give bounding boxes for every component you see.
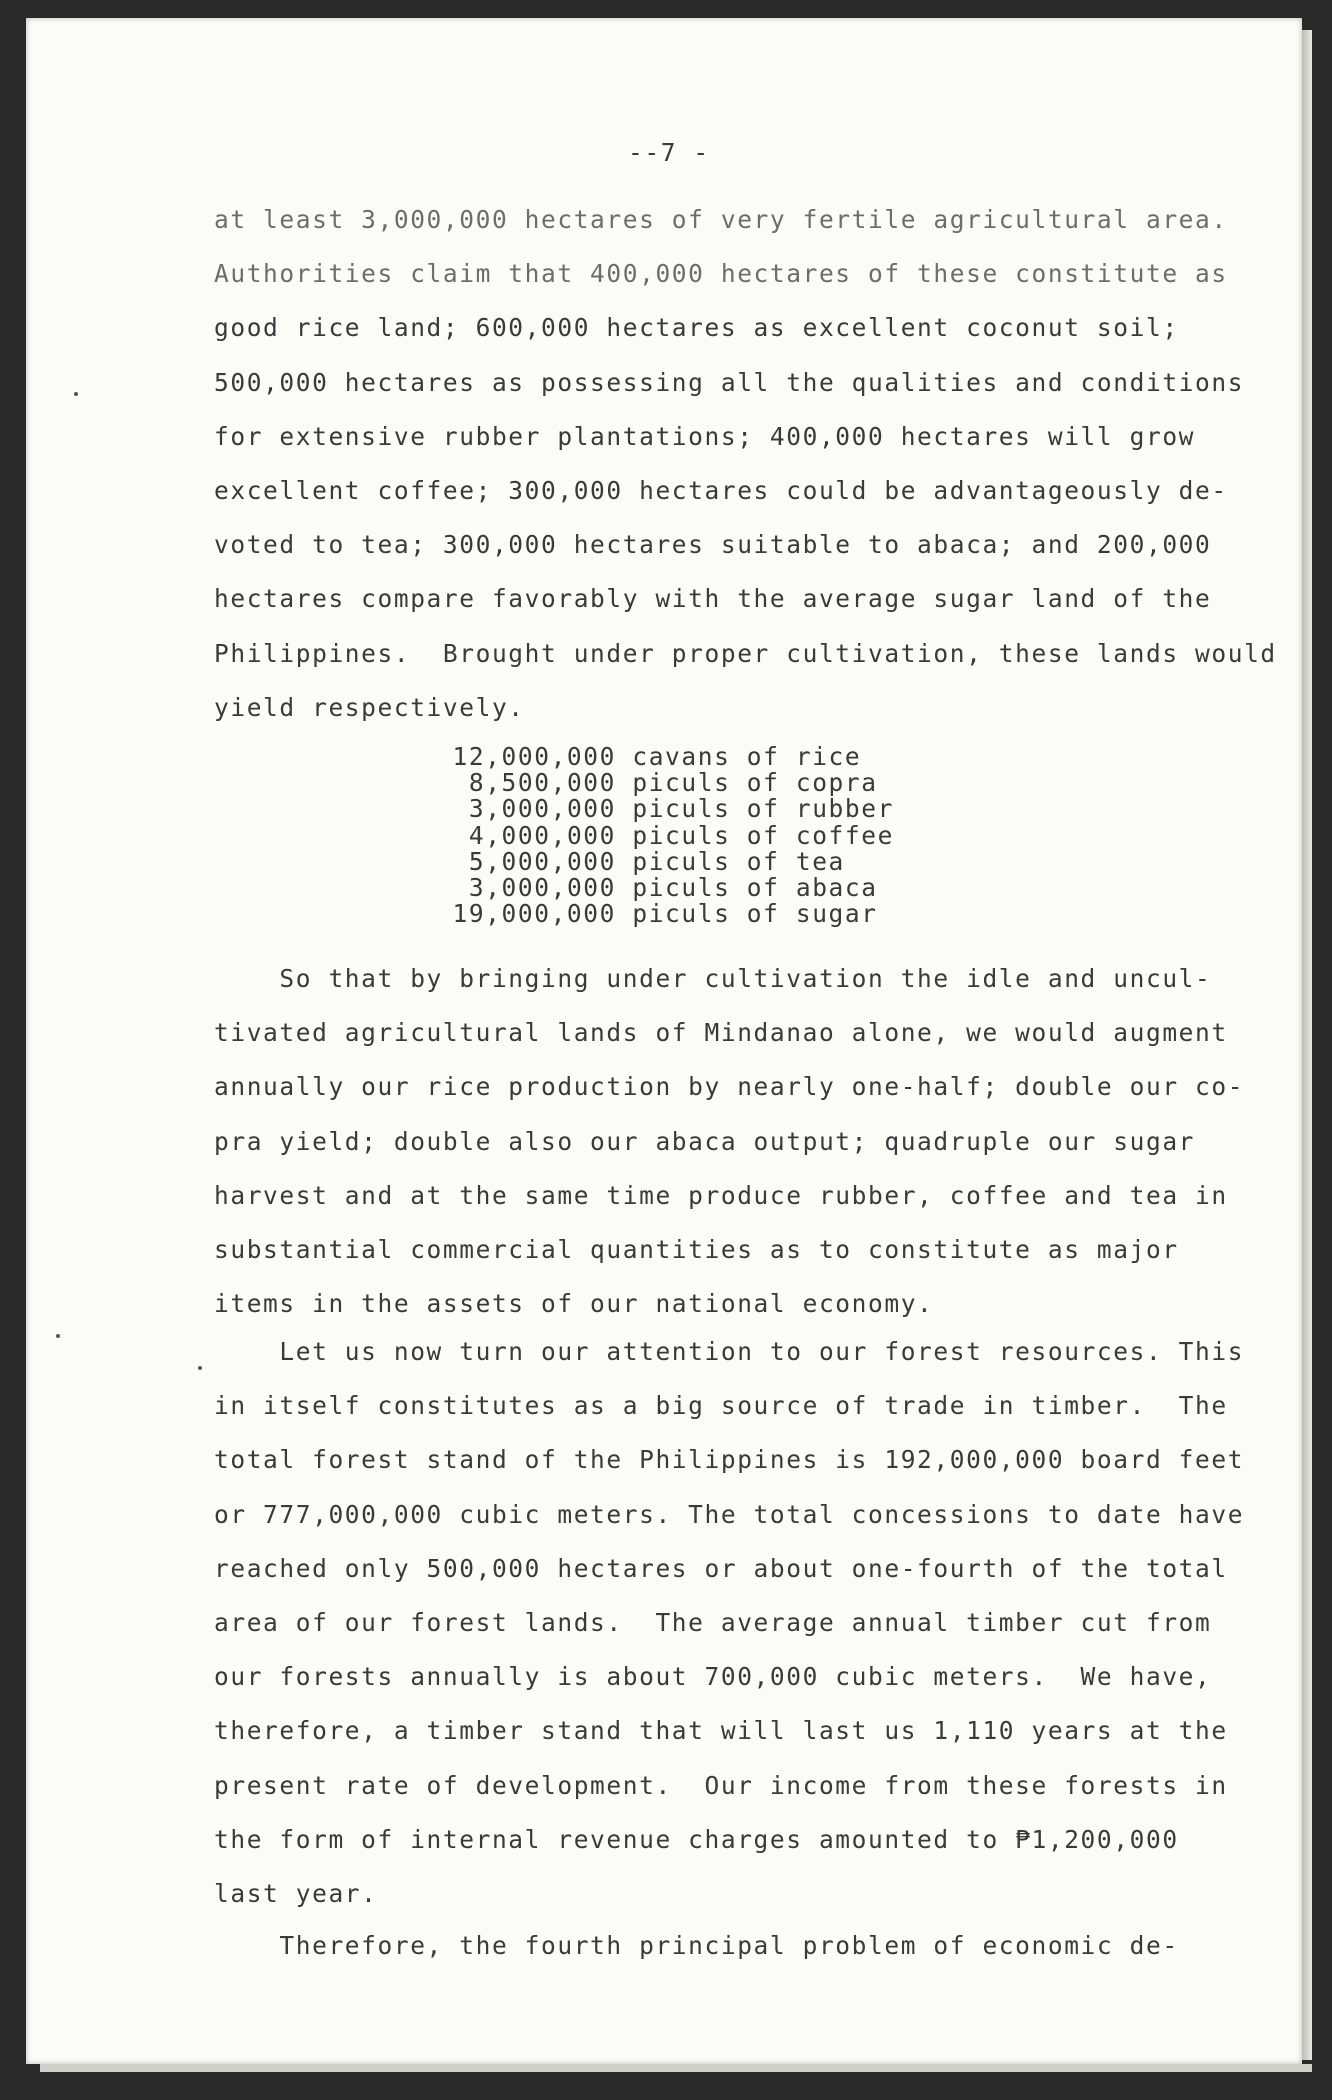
text-line: or 777,000,000 cubic meters. The total concessions to date have [214, 1499, 1245, 1529]
text-line: Let us now turn our attention to our forest resources. This [214, 1337, 1245, 1366]
text-line: at least 3,000,000 hectares of very fertile agricultural area. [214, 205, 1228, 234]
yield-amount: 12,000,000 [452, 742, 616, 771]
yield-item [452, 846, 894, 876]
yield-description: piculs of sugar [632, 899, 878, 929]
text-line: pra yield; double also our abaca output; quadruple our sugar [214, 1126, 1196, 1156]
text-line: voted to tea; 300,000 hectares suitable to abaca; and 200,000 [214, 530, 1212, 560]
yield-item [452, 901, 894, 927]
text-line: annually our rice production by nearly one-half; double our co- [214, 1072, 1245, 1102]
paragraph-mindanao [214, 952, 1244, 1331]
yield-description: piculs of rubber [632, 794, 894, 824]
text-line: yield respectively. [214, 692, 525, 722]
text-line: reached only 500,000 hectares or about one-fourth of the total [214, 1553, 1228, 1583]
paragraph-land-capacity [214, 193, 1277, 735]
text-line: good rice land; 600,000 hectares as excellent coconut soil; [214, 313, 1179, 343]
page-edge-bottom [40, 2064, 1312, 2072]
yield-item [452, 770, 894, 796]
paper-speck [198, 1366, 202, 1370]
text-line: excellent coffee; 300,000 hectares could be advantageously de- [214, 475, 1228, 505]
text-line: Therefore, the fourth principal problem of economic de- [214, 1931, 1179, 1960]
yield-amount: 3,000,000 [468, 872, 616, 902]
page-edge-right [1302, 30, 1312, 2060]
yield-list [452, 744, 894, 927]
yield-description: piculs of copra [632, 768, 878, 798]
yield-description: cavans of rice [632, 742, 862, 771]
text-line: area of our forest lands. The average annual timber cut from [214, 1607, 1212, 1637]
text-line: present rate of development. Our income from these forests in [214, 1770, 1228, 1800]
yield-item [452, 744, 894, 770]
paper-speck [74, 392, 78, 396]
paragraph-forest-resources [214, 1325, 1244, 1921]
text-line: tivated agricultural lands of Mindanao alone, we would augment [214, 1018, 1228, 1048]
yield-amount: 8,500,000 [468, 768, 616, 798]
text-line: the form of internal revenue charges amounted to ₱1,200,000 [214, 1824, 1179, 1854]
text-line: our forests annually is about 700,000 cubic meters. We have, [214, 1662, 1212, 1692]
page-number: --7 - [628, 138, 710, 167]
text-line: total forest stand of the Philippines is 192,000,000 board feet [214, 1445, 1245, 1475]
yield-amount: 3,000,000 [468, 794, 616, 824]
yield-amount: 4,000,000 [468, 820, 616, 850]
text-line: substantial commercial quantities as to constitute as major [214, 1234, 1179, 1264]
text-line: therefore, a timber stand that will last us 1,110 years at the [214, 1716, 1228, 1746]
yield-item [452, 796, 894, 822]
yield-description: piculs of abaca [632, 872, 878, 902]
yield-description: piculs of coffee [632, 820, 894, 850]
text-line: Philippines. Brought under proper cultivation, these lands would [214, 638, 1277, 668]
text-line: last year. [214, 1878, 378, 1908]
yield-item [452, 872, 894, 902]
text-line: 500,000 hectares as possessing all the qualities and conditions [214, 367, 1245, 397]
text-line: hectares compare favorably with the average sugar land of the [214, 584, 1212, 614]
paragraph-closing [214, 1919, 1244, 1973]
text-line: for extensive rubber plantations; 400,000 hectares will grow [214, 421, 1196, 451]
yield-item [452, 820, 894, 850]
text-line: in itself constitutes as a big source of trade in timber. The [214, 1391, 1228, 1421]
yield-amount: 5,000,000 [468, 846, 616, 876]
yield-amount: 19,000,000 [452, 899, 616, 929]
text-line: Authorities claim that 400,000 hectares of these constitute as [214, 259, 1228, 289]
text-line: So that by bringing under cultivation the idle and uncul- [214, 964, 1212, 993]
text-line: harvest and at the same time produce rubber, coffee and tea in [214, 1180, 1228, 1210]
yield-description: piculs of tea [632, 846, 845, 876]
text-line: items in the assets of our national economy. [214, 1289, 934, 1319]
paper-speck [56, 1334, 60, 1338]
